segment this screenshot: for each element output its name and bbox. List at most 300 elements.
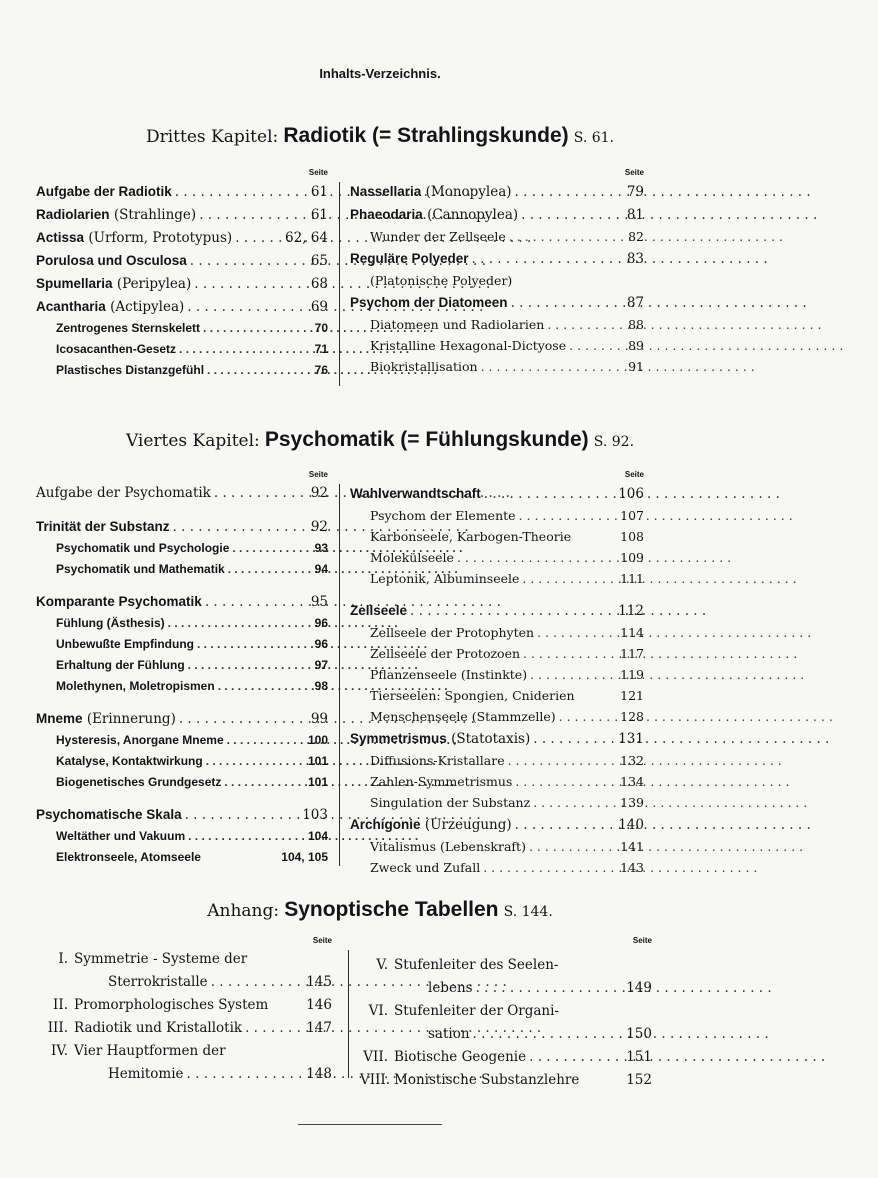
entry-heading: Psychomatische Skala <box>36 807 182 822</box>
page-number: 89 <box>628 338 644 353</box>
entry-title <box>36 180 172 204</box>
table-number: V. <box>376 957 388 973</box>
entry-text: Zahlen-Symmetrismus <box>370 774 513 789</box>
page-number: 88 <box>628 317 644 332</box>
page-number: 91 <box>628 359 644 374</box>
entry-title <box>370 664 527 685</box>
toc-subentry <box>36 634 328 655</box>
toc-subentry <box>36 318 328 339</box>
leader-dots <box>185 655 315 676</box>
entry-heading: Reguläre Polyeder <box>350 251 469 266</box>
toc-subentry <box>36 339 328 360</box>
leader-dots <box>478 356 628 377</box>
entry-title <box>370 792 530 813</box>
leader-dots <box>512 814 619 837</box>
left-column <box>36 468 328 868</box>
toc-subentry <box>350 771 644 792</box>
toc-subentry <box>350 526 644 547</box>
entry-title <box>370 568 519 589</box>
entry-title <box>36 590 202 614</box>
leader-dots <box>187 250 311 273</box>
leader-dots <box>534 622 620 643</box>
leader-dots <box>176 339 315 360</box>
leader-dots <box>242 1017 306 1040</box>
entry-gloss: (Strahlinge) <box>113 207 197 223</box>
page-number: 104, 105 <box>281 850 328 864</box>
toc-subentry <box>350 226 644 247</box>
toc-entry <box>36 295 328 318</box>
leader-dots <box>184 296 311 319</box>
leader-dots <box>182 804 303 827</box>
leader-dots <box>232 227 285 250</box>
entry-text: Zellseele der Protophyten <box>370 625 535 640</box>
table-number: VII. <box>363 1049 388 1065</box>
right-column <box>360 934 652 1092</box>
entry-heading: Trinität der Substanz <box>36 519 170 534</box>
entry-title <box>74 1063 184 1086</box>
seite-label: Seite <box>308 168 328 177</box>
toc-subentry <box>36 847 328 868</box>
page-number: 100 <box>307 733 328 747</box>
entry-title <box>370 356 478 377</box>
toc-subentry <box>350 792 644 813</box>
entry-text: Elektronseele, Atomseele <box>56 850 201 864</box>
entry-heading: Mneme <box>36 711 83 726</box>
leader-dots <box>512 771 620 792</box>
toc-entry <box>350 599 644 622</box>
page-number: 96 <box>314 616 328 630</box>
entry-title <box>370 547 454 568</box>
page-number: 114 <box>620 625 644 640</box>
entry-title <box>56 613 165 634</box>
page-number: 152 <box>626 1072 652 1088</box>
toc-entry <box>40 1017 332 1040</box>
entry-text: Karbonseele, Karbogen-Theorie <box>370 529 572 544</box>
toc-subentry <box>36 655 328 676</box>
page-number: 103 <box>302 807 328 823</box>
table-title: Hemitomie <box>108 1066 184 1082</box>
toc-entry <box>40 948 332 971</box>
page-number: 148 <box>306 1066 332 1082</box>
toc-entry <box>350 813 644 836</box>
entry-gloss: (Monopylea) <box>425 184 512 200</box>
table-title: Symmetrie - Systeme der <box>74 951 248 967</box>
entry-title <box>350 247 469 271</box>
page-number: 149 <box>626 980 652 996</box>
right-column <box>350 166 644 377</box>
footer-rule <box>298 1124 442 1125</box>
page-number: 101 <box>307 754 328 768</box>
entry-title <box>56 538 229 559</box>
entry-title <box>370 771 512 792</box>
entry-gloss: (Statotaxis) <box>451 731 531 747</box>
leader-dots <box>172 181 311 204</box>
toc-subentry <box>36 751 328 772</box>
toc-subentry <box>350 706 644 727</box>
entry-title <box>394 1023 470 1046</box>
table-number: VIII. <box>360 1072 391 1088</box>
page-number: 108 <box>620 529 644 544</box>
entry-title <box>74 971 208 994</box>
entry-title <box>370 226 506 247</box>
page-number: 104 <box>307 829 328 843</box>
toc-subentry <box>350 643 644 664</box>
leader-dots <box>481 483 618 506</box>
entry-title <box>350 813 512 837</box>
entry-title <box>56 655 185 676</box>
toc-entry <box>40 971 332 994</box>
entry-title <box>56 339 176 360</box>
entry-text: Psychomatik und Psychologie <box>56 541 230 555</box>
entry-heading: Actissa <box>36 230 85 245</box>
page-number: 76 <box>314 363 328 377</box>
entry-text: Vitalismus (Lebenskraft) <box>370 839 526 854</box>
toc-subentry <box>350 685 644 706</box>
table-title: Vier Hauptformen der <box>74 1043 226 1059</box>
page-number: 143 <box>620 860 644 875</box>
toc-entry <box>36 707 328 730</box>
entry-text: Psychomatik und Mathematik <box>56 562 225 576</box>
toc-entry <box>350 180 644 203</box>
anhang-heading <box>0 898 760 922</box>
left-column <box>40 934 332 1086</box>
toc-subentry <box>36 559 328 580</box>
chapter-label: Viertes Kapitel: <box>125 431 260 451</box>
leader-dots <box>191 273 311 296</box>
toc-entry <box>40 1040 332 1063</box>
toc-entry <box>350 482 644 505</box>
entry-title <box>360 954 558 977</box>
page-number: 93 <box>314 541 328 555</box>
column-divider <box>339 484 340 866</box>
chapter-page: S. 92. <box>593 434 635 450</box>
page-number: 132 <box>620 753 644 768</box>
toc-entry <box>360 1046 652 1069</box>
entry-text: Katalyse, Kontaktwirkung <box>56 754 203 768</box>
table-number: I. <box>58 951 68 967</box>
toc-entry <box>350 291 644 314</box>
page-number: 139 <box>620 795 644 810</box>
toc-entry <box>360 954 652 977</box>
leader-dots <box>526 1046 626 1069</box>
toc-subentry <box>36 676 328 697</box>
chapter-3-contents <box>36 166 726 391</box>
entry-text: Zweck und Zufall <box>370 860 481 875</box>
entry-title <box>370 706 556 727</box>
entry-text: Erhaltung der Fühlung <box>56 658 185 672</box>
right-column <box>350 468 644 878</box>
entry-title <box>56 360 204 381</box>
entry-title <box>40 1017 242 1040</box>
seite-label: Seite <box>624 168 644 177</box>
entry-title <box>36 707 176 731</box>
page-number: 61 <box>310 184 328 200</box>
toc-subentry <box>350 664 644 685</box>
leader-dots <box>505 750 621 771</box>
table-title: Radiotik und Kristallotik <box>74 1020 243 1036</box>
toc-subentry <box>350 314 644 335</box>
entry-title <box>370 643 520 664</box>
toc-entry <box>36 590 328 613</box>
group-gap <box>36 505 328 515</box>
leader-dots <box>194 634 315 655</box>
page-number: 70 <box>314 321 328 335</box>
entry-title <box>370 857 480 878</box>
entry-title <box>40 1040 226 1063</box>
entry-heading: Komparante Psychomatik <box>36 594 202 609</box>
toc-entry <box>36 249 328 272</box>
leader-dots <box>530 728 618 751</box>
page-number: 112 <box>618 603 644 619</box>
page-number: 65 <box>310 253 328 269</box>
leader-dots <box>196 204 311 227</box>
entry-title <box>350 291 508 315</box>
page-number: 151 <box>626 1049 652 1065</box>
leader-dots <box>512 181 627 204</box>
chapter-label: Drittes Kapitel: <box>145 127 279 147</box>
chapter-4-contents <box>36 468 726 875</box>
leader-dots <box>516 505 621 526</box>
running-head: Inhalts-Verzeichnis. <box>319 66 441 81</box>
leader-dots <box>176 708 311 731</box>
entry-title <box>360 1069 579 1092</box>
page-number: 128 <box>620 709 644 724</box>
entry-text: Zellseele der Protozoen <box>370 646 521 661</box>
column-divider <box>339 182 340 386</box>
toc-entry <box>360 1000 652 1023</box>
toc-subentry <box>350 270 644 291</box>
anhang-page: S. 144. <box>503 904 553 920</box>
leader-dots <box>527 664 620 685</box>
seite-label: Seite <box>308 470 328 479</box>
entry-text: Hysteresis, Anorgane Mneme <box>56 733 224 747</box>
page-number: 96 <box>314 637 328 651</box>
entry-text: Pflanzenseele (Instinkte) <box>370 667 528 682</box>
entry-title <box>370 335 566 356</box>
table-title: Promorphologisches System <box>74 997 269 1013</box>
leader-dots <box>454 547 620 568</box>
entry-heading: Spumellaria <box>36 276 113 291</box>
entry-text: Biokristallisation <box>370 359 478 374</box>
entry-title <box>56 634 194 655</box>
leader-dots <box>508 292 627 315</box>
toc-entry <box>36 203 328 226</box>
entry-title <box>36 249 187 273</box>
leader-dots <box>518 204 627 227</box>
entry-text: Molethynen, Moletropismen <box>56 679 215 693</box>
page-number: 83 <box>626 251 644 267</box>
leader-dots <box>200 318 315 339</box>
entry-text: Molekülseele <box>370 550 454 565</box>
toc-entry <box>36 180 328 203</box>
toc-entry <box>40 994 332 1017</box>
page-number: 71 <box>314 342 328 356</box>
leader-dots <box>211 482 311 505</box>
entry-title <box>56 751 203 772</box>
entry-title <box>36 203 196 227</box>
entry-title <box>360 1046 526 1069</box>
toc-entry <box>36 226 328 249</box>
page-number: 106 <box>618 486 644 502</box>
entry-title <box>36 482 211 505</box>
table-number: VI. <box>368 1003 388 1019</box>
group-gap <box>350 589 644 599</box>
entry-gloss: (Urform, Prototypus) <box>88 230 233 246</box>
entry-title <box>36 803 182 827</box>
entry-title <box>370 685 575 706</box>
table-number: IV. <box>50 1043 68 1059</box>
page-number: 107 <box>620 508 644 523</box>
page-number: 99 <box>310 711 328 727</box>
page-number: 61 <box>310 207 328 223</box>
toc-entry <box>350 727 644 750</box>
page-number: 145 <box>306 974 332 990</box>
entry-heading: Archigonie <box>350 817 421 832</box>
toc-subentry <box>350 568 644 589</box>
entry-gloss: (Cannopylea) <box>427 207 519 223</box>
seite-label: Seite <box>632 936 652 945</box>
table-number: III. <box>47 1020 68 1036</box>
entry-title <box>350 727 530 751</box>
toc-subentry <box>350 335 644 356</box>
leader-dots <box>225 559 315 580</box>
leader-dots <box>184 1063 307 1086</box>
group-gap <box>36 697 328 707</box>
leader-dots <box>519 568 620 589</box>
entry-heading: Psychom der Diatomeen <box>350 295 508 310</box>
toc-subentry <box>350 750 644 771</box>
entry-text: Aufgabe der Psychomatik <box>36 485 211 501</box>
entry-title <box>36 295 184 319</box>
toc-entry <box>360 1069 652 1092</box>
toc-entry <box>40 1063 332 1086</box>
toc-entry <box>36 515 328 538</box>
entry-heading: Phaeodaria <box>350 207 423 222</box>
entry-text: Plastisches Distanzgefühl <box>56 363 205 377</box>
entry-title <box>370 505 516 526</box>
leader-dots <box>526 836 620 857</box>
page-number: 62, 64 <box>285 230 328 246</box>
table-title: Sterrokristalle <box>108 974 208 990</box>
entry-text: Unbewußte Empfindung <box>56 637 194 651</box>
entry-title <box>56 730 224 751</box>
entry-title <box>350 203 518 227</box>
entry-text: Diffusions-Kristallare <box>370 753 505 768</box>
entry-title <box>56 847 201 868</box>
entry-text: Tierseelen: Spongien, Cniderien <box>370 688 575 703</box>
leader-dots <box>170 516 311 539</box>
entry-gloss: (Erinnerung) <box>86 711 176 727</box>
entry-text: Psychom der Elemente <box>370 508 516 523</box>
toc-entry <box>360 1023 652 1046</box>
anhang-label: Anhang: <box>207 901 280 921</box>
leader-dots <box>202 591 311 614</box>
entry-text: Singulation der Substanz <box>370 795 531 810</box>
page-number: 101 <box>307 775 328 789</box>
toc-subentry <box>350 547 644 568</box>
page-number: 94 <box>314 562 328 576</box>
table-title: Stufenleiter der Organi- <box>394 1003 559 1019</box>
page-number: 87 <box>626 295 644 311</box>
entry-title <box>370 836 526 857</box>
seite-label: Seite <box>312 936 332 945</box>
toc-entry <box>36 272 328 295</box>
chapter-3-heading <box>0 124 760 148</box>
page-number: 92 <box>310 519 328 535</box>
entry-text: Weltäther und Vakuum <box>56 829 186 843</box>
entry-title <box>350 180 512 204</box>
toc-entry <box>36 482 328 505</box>
page-number: 146 <box>306 997 332 1013</box>
page-number: 117 <box>620 646 644 661</box>
entry-gloss: (Actipylea) <box>110 299 185 315</box>
page-number: 150 <box>626 1026 652 1042</box>
entry-title <box>56 772 221 793</box>
page-number: 121 <box>620 688 644 703</box>
table-title: Monistische Substanzlehre <box>394 1072 580 1088</box>
page-number: 111 <box>620 571 644 586</box>
entry-text: Zentrogenes Sternskelett <box>56 321 201 335</box>
entry-title <box>40 948 247 971</box>
table-title: sation <box>428 1026 470 1042</box>
leader-dots <box>224 730 308 751</box>
page-number: 109 <box>620 550 644 565</box>
page-number: 131 <box>618 731 644 747</box>
leader-dots <box>480 857 620 878</box>
page-number: 134 <box>620 774 644 789</box>
page-number: 97 <box>314 658 328 672</box>
leader-dots <box>530 792 620 813</box>
chapter-title: Psychomatik (= Fühlungskunde) <box>264 428 589 451</box>
table-title: Biotische Geogenie <box>394 1049 527 1065</box>
column-divider <box>348 950 349 1078</box>
page-number: 82 <box>628 229 644 244</box>
leader-dots <box>544 314 628 335</box>
toc-subentry <box>350 622 644 643</box>
toc-subentry <box>350 857 644 878</box>
entry-text: (Platonische Polyeder) <box>370 273 513 288</box>
page-number: 95 <box>310 594 328 610</box>
leader-dots <box>208 971 307 994</box>
table-title: lebens <box>428 980 473 996</box>
entry-title <box>360 1000 559 1023</box>
entry-heading: Acantharia <box>36 299 106 314</box>
anhang-contents <box>36 934 726 1088</box>
leader-dots <box>556 706 621 727</box>
toc-entry <box>36 803 328 826</box>
leader-dots <box>221 772 308 793</box>
entry-heading: Radiolarien <box>36 207 110 222</box>
chapter-title: Radiotik (= Strahlingskunde) <box>283 124 569 147</box>
leader-dots <box>165 613 315 634</box>
page-number: 147 <box>306 1020 332 1036</box>
entry-title <box>36 226 232 250</box>
page-number: 79 <box>626 184 644 200</box>
page-number: 98 <box>314 679 328 693</box>
leader-dots <box>506 226 628 247</box>
page-number: 81 <box>626 207 644 223</box>
toc-subentry <box>36 826 328 847</box>
entry-title <box>40 994 268 1017</box>
group-gap <box>36 793 328 803</box>
entry-title <box>370 526 571 547</box>
toc-subentry <box>36 360 328 381</box>
entry-text: Icosacanthen-Gesetz <box>56 342 177 356</box>
entry-title <box>350 482 481 506</box>
toc-subentry <box>36 613 328 634</box>
entry-title <box>56 826 185 847</box>
entry-text: Leptonik, Albuminseele <box>370 571 520 586</box>
